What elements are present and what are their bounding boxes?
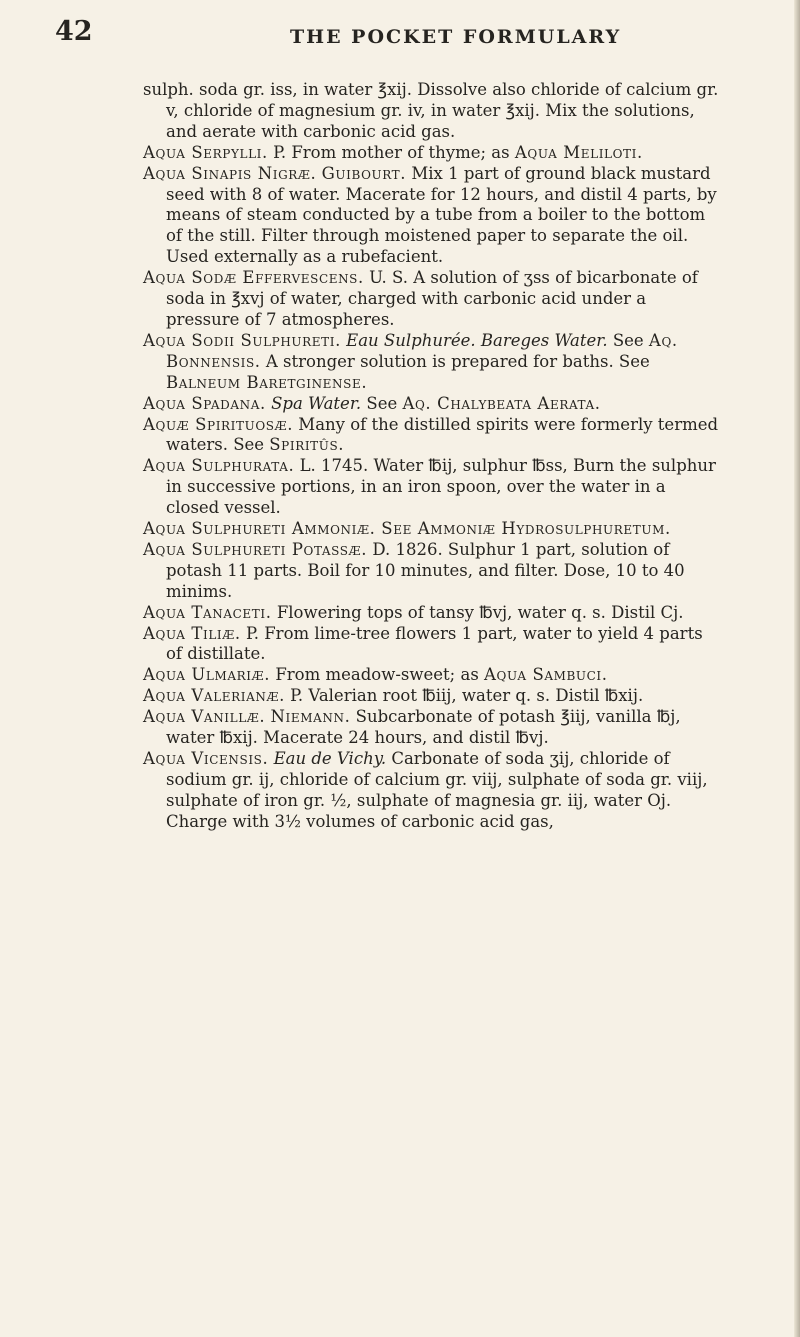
entry-heading: Aqua Tanaceti. — [143, 602, 272, 622]
page-number: 42 — [55, 16, 93, 47]
formulary-entry — [143, 456, 723, 519]
entry-italic-text: Eau Sulphurée. Bareges Water. — [346, 330, 608, 350]
entry-heading: Aqua Sodii Sulphureti. — [143, 330, 341, 350]
running-head: THE POCKET FORMULARY — [290, 26, 622, 48]
formulary-entry — [143, 686, 723, 707]
entry-text: P. Valerian root ℔iij, water q. s. Distil ℔xij. — [284, 686, 644, 706]
entry-heading: Spiritûs. — [269, 435, 345, 455]
entry-text: A stronger solution is prepared for baths. See — [260, 351, 650, 371]
entry-heading: Aq. Bonnensis. — [166, 330, 678, 371]
entry-text: Flowering tops of tansy ℔vj, water q. s. Distil Cj. — [271, 602, 684, 622]
entry-heading: Aqua Sodæ Effervescens. — [143, 268, 364, 288]
entry-heading: Aqua Vicensis. — [143, 749, 269, 768]
entry-text: See — [361, 393, 403, 413]
entry-heading: Aqua Tiliæ. — [143, 623, 241, 643]
page-edge — [794, 0, 800, 1337]
entry-heading: Aqua Serpylli. — [143, 142, 268, 162]
entry-text: Mix 1 part of ground black mustard seed with 8 of water. Macerate for 12 hours, and distil 4 parts, by means of steam conducted by a tube from a boiler to the bottom of the still. Filter through moistened paper to separate the oil. Used externally as a rubefacient. — [166, 163, 717, 267]
entry-text: sulph. soda gr. iss, in water ℥xij. Dissolve also chloride of calcium gr. v, chloride of magnesium gr. iv, in water ℥xij. Mix the solutions, and aerate with carbonic acid gas. — [143, 80, 719, 141]
formulary-entry — [143, 540, 723, 603]
entry-italic-text: Spa Water. — [271, 393, 362, 413]
entry-heading: Niemann. — [270, 707, 351, 727]
entry-heading: Aqua Sambuci. — [484, 665, 608, 685]
entry-heading: Aq. Chalybeata Aerata. — [402, 393, 601, 413]
entry-text: P. From mother of thyme; as — [267, 142, 515, 162]
formulary-entry — [143, 415, 723, 457]
entry-heading: Guibourt. — [321, 163, 407, 183]
entry-italic-text: Eau de Vichy. — [273, 749, 387, 768]
entry-heading: Aqua Spadana. — [143, 393, 266, 413]
formulary-entry — [143, 164, 723, 269]
entry-heading: Aqua Meliloti. — [514, 142, 643, 162]
formulary-entry — [143, 624, 723, 666]
formulary-entry — [143, 80, 723, 143]
formulary-entry — [143, 268, 723, 331]
formulary-entry — [143, 331, 723, 394]
formulary-entry — [143, 665, 723, 686]
formulary-entry — [143, 394, 723, 415]
entry-text: Carbonate of soda ʒij, chloride of sodium gr. ij, chloride of calcium gr. viij, sulphate of soda gr. viij, sulphate of iron gr. ½, sulphate of magnesia gr. iij, water Oj. Charge with 3½ volumes of carbonic acid gas, — [166, 749, 708, 831]
entry-heading: Aquæ Spirituosæ. — [143, 414, 294, 434]
formulary-entry — [143, 707, 723, 749]
entry-text: From meadow-sweet; as — [270, 665, 485, 685]
entry-heading: Aqua Sulphureti Ammoniæ. See Ammoniæ Hydrosulphuretum. — [143, 519, 671, 539]
formulary-entries — [143, 80, 723, 833]
entry-text: Many of the distilled spirits were formerly termed waters. See — [166, 414, 719, 455]
formulary-entry — [143, 749, 723, 833]
entry-heading: Aqua Sulphureti Potassæ. — [143, 539, 368, 559]
formulary-entry — [143, 143, 723, 164]
formulary-entry — [143, 603, 723, 624]
entry-text: L. 1745. Water ℔ij, sulphur ℔ss, Burn the sulphur in successive portions, in an iron spoon, over the water in a closed vessel. — [166, 456, 716, 518]
entry-text: See — [607, 330, 649, 350]
entry-heading: Aqua Sinapis Nigræ. — [143, 163, 317, 183]
entry-text: D. 1826. Sulphur 1 part, solution of potash 11 parts. Boil for 10 minutes, and filter. Dose, 10 to 40 minims. — [166, 539, 685, 601]
entry-heading: Aqua Sulphurata. — [143, 456, 295, 476]
entry-heading: Balneum Baretginense. — [166, 372, 368, 392]
entry-text: Subcarbonate of potash ℥iij, vanilla ℔j, water ℔xij. Macerate 24 hours, and distil ℔vj. — [166, 707, 681, 748]
formulary-entry — [143, 519, 723, 540]
entry-text: P. From lime-tree flowers 1 part, water to yield 4 parts of distillate. — [166, 623, 703, 664]
entry-heading: Aqua Ulmariæ. — [143, 665, 271, 685]
entry-heading: Aqua Vanillæ. — [143, 707, 266, 727]
entry-heading: Aqua Valerianæ. — [143, 686, 285, 706]
entry-text: U. S. A solution of ʒss of bicarbonate of soda in ℥xvj of water, charged with carbonic acid under a pressure of 7 atmospheres. — [166, 268, 698, 329]
page-header — [0, 6, 800, 50]
